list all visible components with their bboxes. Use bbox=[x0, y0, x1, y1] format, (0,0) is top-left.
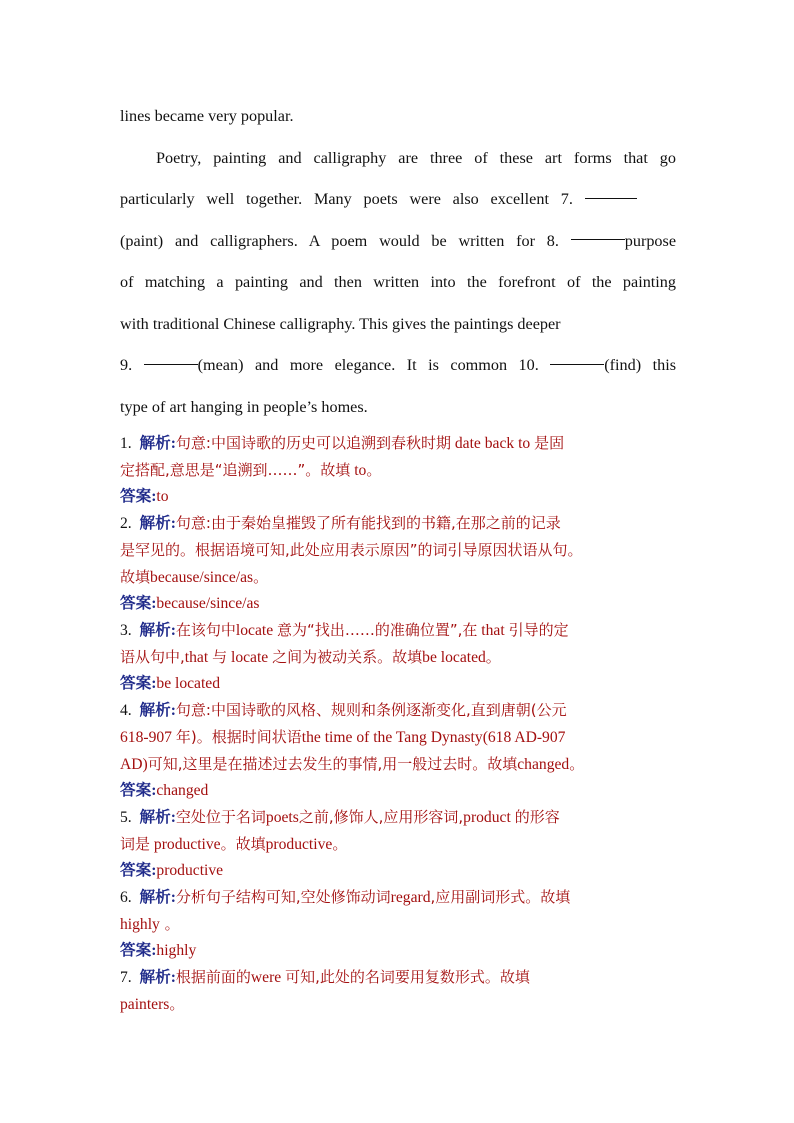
passage-text: Poetry, painting and calligraphy are three of these art forms that go bbox=[156, 148, 676, 167]
answer-label: 答案: bbox=[120, 782, 157, 799]
explanation-text: 句意:由于秦始皇摧毁了所有能找到的书籍,在那之前的记录 bbox=[175, 514, 561, 532]
explanation-term: changed bbox=[517, 756, 570, 773]
explanation-text: 。 bbox=[159, 915, 180, 933]
explanation-text: 定搭配,意思是“追溯到……”。故填 bbox=[120, 461, 351, 479]
passage-line bbox=[120, 345, 676, 387]
blank-9[interactable] bbox=[144, 363, 198, 365]
item-number: 2. bbox=[120, 515, 132, 532]
explanation-term: poets bbox=[265, 809, 299, 826]
explanation-text: 。 bbox=[169, 995, 185, 1013]
analysis-label: 解析: bbox=[139, 515, 176, 532]
item-number: 4. bbox=[120, 702, 132, 719]
analysis-label: 解析: bbox=[139, 622, 176, 639]
passage-text: type of art hanging in people’s homes. bbox=[120, 397, 368, 416]
explanation-term: date back to bbox=[454, 435, 531, 452]
explanation-7-cont bbox=[120, 991, 676, 1018]
explanation-text: 。 bbox=[332, 835, 348, 853]
explanation-text: 故填 bbox=[120, 568, 151, 586]
answer-5 bbox=[120, 858, 676, 884]
explanation-term: locate bbox=[231, 649, 269, 666]
explanation-text: 之间为被动关系。故填 bbox=[272, 648, 423, 666]
explanation-term: locate bbox=[235, 622, 274, 639]
passage-text: particularly well together. Many poets were also excellent 7. bbox=[120, 190, 573, 208]
explanation-term: to bbox=[354, 462, 367, 479]
explanation-4-cont bbox=[120, 724, 676, 751]
answer-label: 答案: bbox=[120, 595, 157, 612]
blank-7[interactable] bbox=[585, 197, 637, 199]
explanation-1 bbox=[120, 430, 676, 457]
passage-text: lines became very popular. bbox=[120, 107, 294, 125]
item-number: 1. bbox=[120, 435, 132, 452]
passage-text: of matching a painting and then written into the forefront of the painting bbox=[120, 273, 676, 291]
answer-label: 答案: bbox=[120, 675, 157, 692]
explanation-text: 根据前面的 bbox=[175, 968, 251, 986]
answer-value: productive bbox=[156, 862, 224, 879]
explanation-text: 分析句子结构可知,空处修饰动词 bbox=[175, 888, 391, 906]
answer-3 bbox=[120, 671, 676, 697]
blank-10[interactable] bbox=[550, 363, 604, 365]
explanation-term: because/since/as bbox=[150, 569, 254, 586]
analysis-label: 解析: bbox=[139, 969, 176, 986]
item-number: 6. bbox=[120, 889, 132, 906]
explanation-term: that bbox=[481, 622, 505, 639]
answer-label: 答案: bbox=[120, 488, 157, 505]
explanation-text: 。 bbox=[485, 648, 501, 666]
explanation-5-cont bbox=[120, 831, 676, 858]
passage-text: (find) this bbox=[604, 356, 677, 374]
explanation-text: 是罕见的。根据语境可知,此处应用表示原因”的词引导原因状语从句。 bbox=[120, 541, 583, 559]
explanation-1-cont bbox=[120, 457, 676, 484]
passage-line bbox=[120, 221, 676, 263]
explanation-2-cont bbox=[120, 564, 676, 591]
answer-value: be located bbox=[156, 675, 221, 692]
explanation-text: 句意:中国诗歌的历史可以追溯到春秋时期 bbox=[175, 434, 451, 452]
passage-text: (paint) and calligraphers. A poem would be written for 8. bbox=[120, 231, 559, 250]
passage-line bbox=[120, 387, 676, 429]
passage-text: purpose bbox=[624, 231, 676, 250]
answer-key bbox=[120, 430, 676, 1018]
explanation-text: ,应用副词形式。故填 bbox=[430, 888, 571, 906]
explanation-text: 可知,此处的名词要用复数形式。故填 bbox=[285, 968, 530, 986]
explanation-text: 是固 bbox=[534, 434, 565, 452]
passage-text: (mean) and more elegance. It is common 10. bbox=[197, 356, 539, 374]
explanation-term: regard bbox=[390, 889, 431, 906]
passage-text: 9. bbox=[120, 356, 133, 374]
blank-8[interactable] bbox=[571, 238, 625, 240]
explanation-term: 618-907 bbox=[120, 729, 172, 746]
explanation-3 bbox=[120, 617, 676, 644]
explanation-2-cont bbox=[120, 537, 676, 564]
explanation-term: productive bbox=[153, 836, 221, 853]
explanation-term: productive bbox=[265, 836, 333, 853]
explanation-term: the time of the Tang Dynasty(618 AD-907 bbox=[301, 729, 566, 746]
explanation-text: 在该句中 bbox=[175, 621, 236, 639]
passage-line bbox=[120, 96, 676, 138]
analysis-label: 解析: bbox=[139, 889, 176, 906]
explanation-3-cont bbox=[120, 644, 676, 671]
explanation-text: 空处位于名词 bbox=[175, 808, 266, 826]
explanation-term: be located bbox=[422, 649, 486, 666]
explanation-term: AD) bbox=[120, 756, 148, 773]
passage-text: with traditional Chinese calligraphy. This gives the paintings deeper bbox=[120, 314, 561, 333]
explanation-text: 之前,修饰人,应用形容词, bbox=[298, 808, 464, 826]
explanation-text: 引导的定 bbox=[508, 621, 569, 639]
explanation-term: product bbox=[463, 809, 511, 826]
explanation-term: were bbox=[250, 969, 282, 986]
analysis-label: 解析: bbox=[139, 435, 176, 452]
explanation-text: 。 bbox=[366, 461, 382, 479]
explanation-7 bbox=[120, 964, 676, 991]
explanation-text: 语从句中, bbox=[120, 648, 185, 666]
explanation-text: 与 bbox=[212, 648, 228, 666]
explanation-5 bbox=[120, 804, 676, 831]
analysis-label: 解析: bbox=[139, 702, 176, 719]
answer-4 bbox=[120, 778, 676, 804]
answer-value: because/since/as bbox=[156, 595, 260, 612]
explanation-text: 年)。根据时间状语 bbox=[175, 728, 302, 746]
answer-value: changed bbox=[156, 782, 209, 799]
explanation-text: 。故填 bbox=[220, 835, 266, 853]
answer-label: 答案: bbox=[120, 942, 157, 959]
explanation-text: 意为“找出……的准确位置”,在 bbox=[277, 621, 478, 639]
explanation-text: 句意:中国诗歌的风格、规则和条例逐渐变化,直到唐朝(公元 bbox=[175, 701, 567, 719]
explanation-text: 词是 bbox=[120, 835, 151, 853]
answer-1 bbox=[120, 484, 676, 510]
explanation-text: 的形容 bbox=[514, 808, 560, 826]
explanation-term: highly bbox=[120, 916, 160, 933]
explanation-term: painters bbox=[120, 996, 170, 1013]
explanation-6 bbox=[120, 884, 676, 911]
passage-line bbox=[120, 179, 676, 221]
analysis-label: 解析: bbox=[139, 809, 176, 826]
item-number: 3. bbox=[120, 622, 132, 639]
item-number: 5. bbox=[120, 809, 132, 826]
explanation-text: 。 bbox=[253, 568, 269, 586]
answer-value: highly bbox=[156, 942, 197, 959]
explanation-term: that bbox=[184, 649, 209, 666]
item-number: 7. bbox=[120, 969, 132, 986]
explanation-6-cont bbox=[120, 911, 676, 938]
answer-value: to bbox=[156, 488, 169, 505]
passage-line bbox=[120, 262, 676, 304]
answer-label: 答案: bbox=[120, 862, 157, 879]
explanation-text: 可知,这里是在描述过去发生的事情,用一般过去时。故填 bbox=[147, 755, 518, 773]
explanation-text: 。 bbox=[569, 755, 585, 773]
explanation-2 bbox=[120, 510, 676, 537]
answer-6 bbox=[120, 938, 676, 964]
explanation-4 bbox=[120, 697, 676, 724]
passage-line bbox=[120, 304, 676, 346]
passage bbox=[120, 96, 676, 428]
answer-2 bbox=[120, 591, 676, 617]
explanation-4-cont bbox=[120, 751, 676, 778]
passage-line bbox=[120, 138, 676, 180]
